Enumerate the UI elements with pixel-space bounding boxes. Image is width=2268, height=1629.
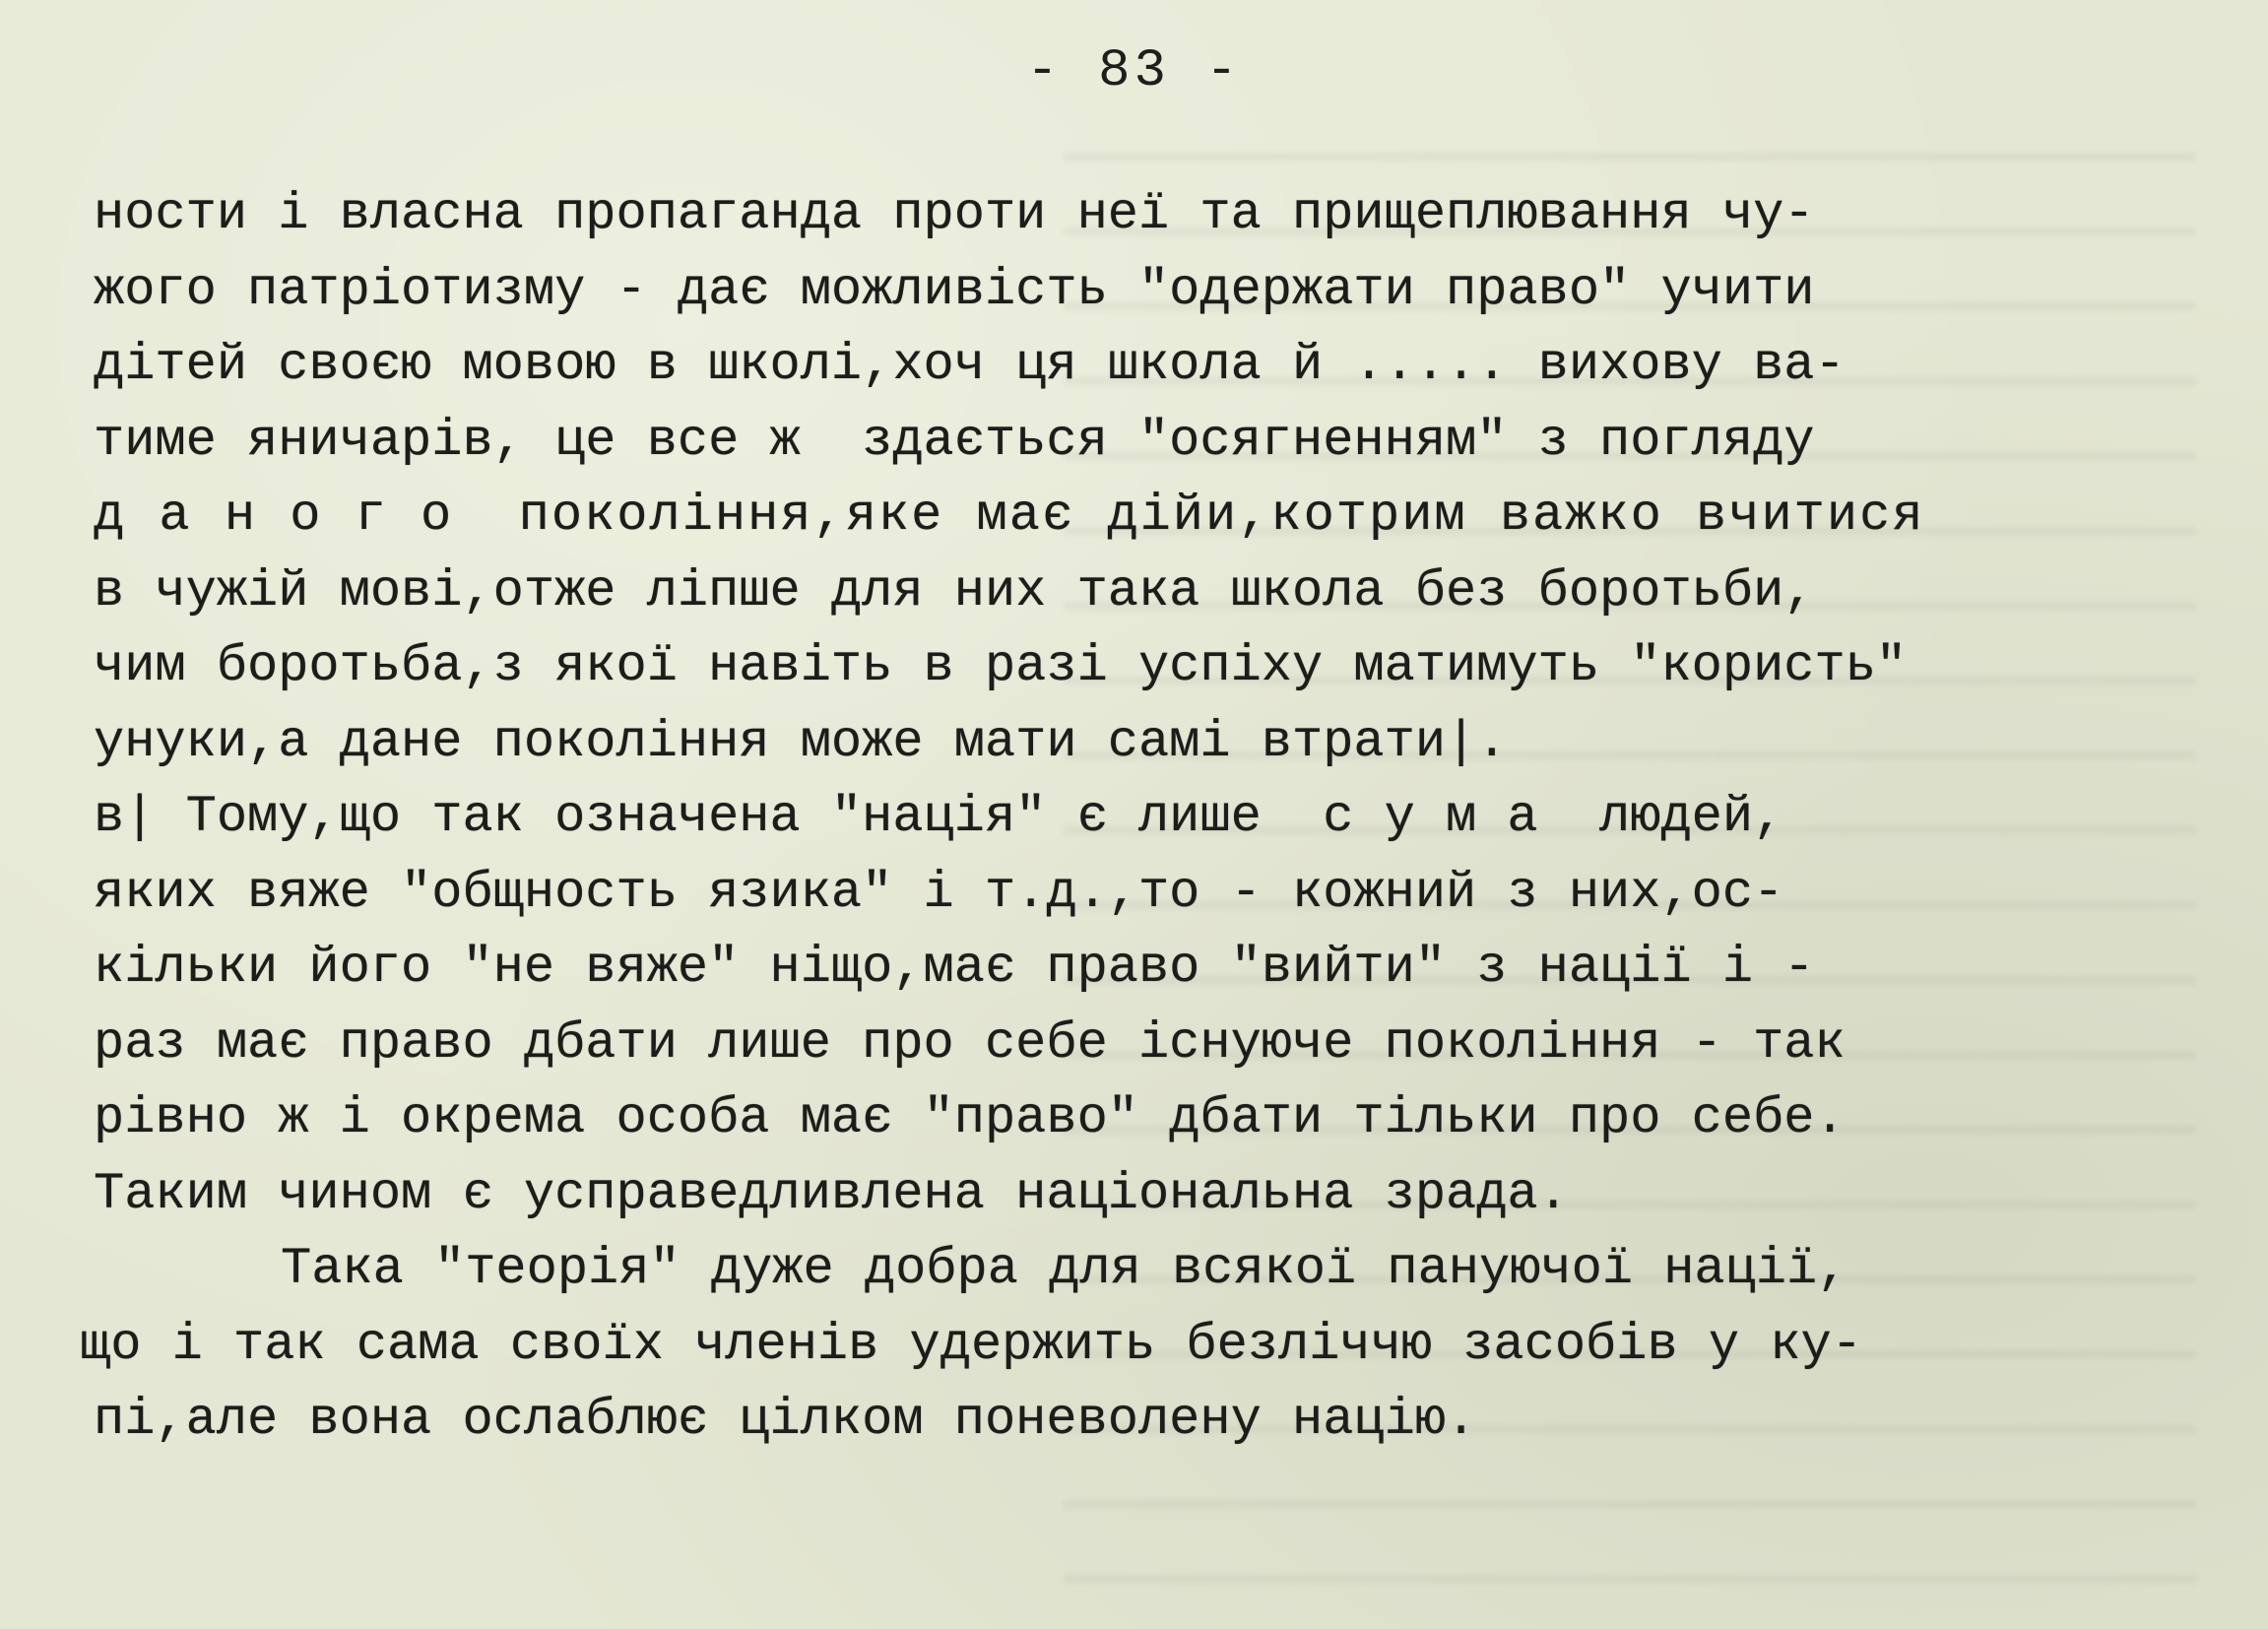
text-line: Така "теорія" дуже добра для всякої пануючої нації, bbox=[281, 1240, 1848, 1298]
body-text bbox=[80, 177, 2142, 1459]
text-line: в чужій мові,отже ліпше для них така школа без боротьби, bbox=[94, 561, 1815, 620]
text-line: чим боротьба,з якої навіть в разі успіху матимуть "користь" bbox=[94, 637, 1908, 695]
text-line: пі,але вона ослаблює цілком поневолену націю. bbox=[94, 1391, 1477, 1449]
text-line: рівно ж і окрема особа має "право" дбати тільки про себе. bbox=[94, 1089, 1846, 1147]
text-line: що і так сама своїх членів удержить безліччю засобів у ку- bbox=[80, 1315, 1862, 1374]
text-line: в| Тому,що так означена "нація" є лише с у м а людей, bbox=[94, 788, 1784, 846]
text-line: кільки його "не вяже" ніщо,має право "вийти" з нації і - bbox=[94, 939, 1815, 997]
text-line: унуки,а дане покоління може мати самі втрати|. bbox=[94, 712, 1508, 771]
text-line: Таким чином є усправедливлена національна зрада. bbox=[94, 1164, 1569, 1223]
text-line: дітей своєю мовою в школі,хоч ця школа й ..... вихову ва- bbox=[94, 336, 1846, 394]
text-line: ности і власна пропаганда проти неї та прищеплювання чу- bbox=[94, 185, 1815, 243]
text-line: жого патріотизму - дає можливість "одержати право" учити bbox=[94, 260, 1815, 319]
text-line: д а н о г о покоління,яке має дійи,котрим важко вчитися bbox=[94, 487, 1925, 545]
text-line: раз має право дбати лише про себе існуюче покоління - так bbox=[94, 1013, 1846, 1073]
page-number: - 83 - bbox=[1026, 41, 1242, 101]
text-line: яких вяже "общность язика" і т.д.,то - кожний з них,ос- bbox=[94, 863, 1784, 922]
text-line: тиме яничарів, це все ж здається "осягненням" з погляду bbox=[94, 411, 1815, 470]
